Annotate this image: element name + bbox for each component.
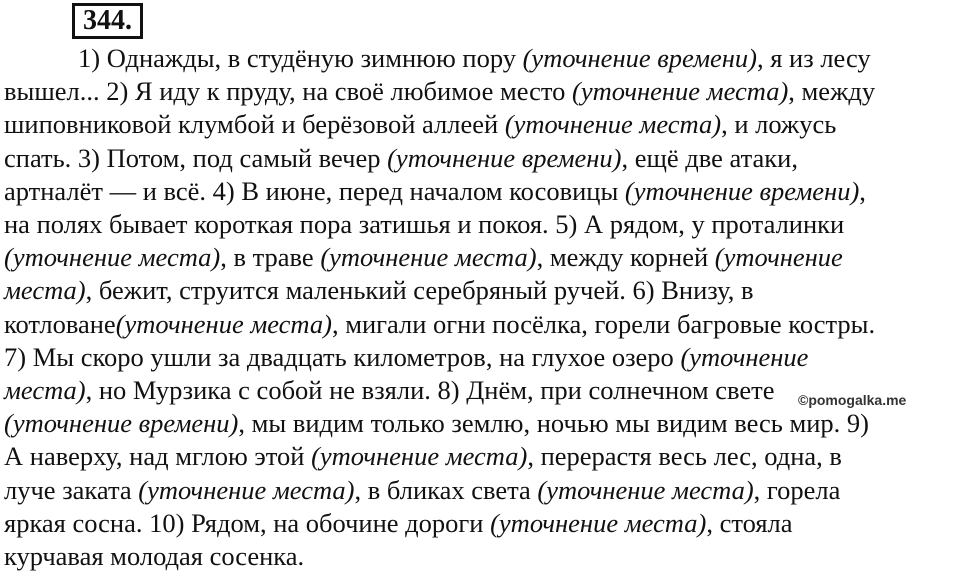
sentence-fragment: , стояла (706, 507, 793, 538)
clarification-note: (уточнение (714, 242, 843, 273)
text-line (4, 407, 956, 440)
clarification-note: (уточнение места) (320, 242, 537, 273)
sentence-fragment: А наверху, над мглою этой (4, 441, 312, 472)
sentence-fragment: , в траве (220, 242, 321, 273)
clarification-note: (уточнение времени) (4, 408, 239, 439)
clarification-note: (уточнение места) (490, 507, 707, 538)
clarification-note: (уточнение места) (537, 474, 754, 505)
exercise-answer-text (4, 42, 956, 573)
text-line (4, 108, 956, 141)
sentence-fragment: , ещё две атаки, (621, 142, 798, 173)
clarification-note: места) (4, 375, 86, 406)
clarification-note: (уточнение места) (572, 76, 789, 107)
clarification-note: (уточнение места) (138, 474, 355, 505)
sentence-fragment: , перерастя весь лес, одна, в (527, 441, 842, 472)
sentence-fragment: , и ложусь (721, 109, 837, 140)
clarification-note: (уточнение времени) (522, 43, 757, 73)
text-line (4, 175, 956, 208)
text-line (4, 42, 956, 75)
sentence-fragment: вышел... 2) Я иду к пруду, на своё любимое место (4, 76, 573, 107)
sentence-fragment: спать. 3) Потом, под самый вечер (4, 142, 388, 173)
text-line (4, 208, 956, 241)
sentence-fragment: на полях бывает короткая пора затишья и покоя. 5) А рядом, у проталинки (4, 209, 845, 240)
text-line (4, 440, 956, 473)
clarification-note: (уточнение места) (4, 242, 221, 273)
sentence-fragment: , в бликах света (354, 474, 538, 505)
sentence-fragment: курчавая молодая сосенка. (4, 541, 305, 572)
sentence-fragment: , (859, 175, 866, 206)
sentence-fragment: артналёт — и всё. 4) В июне, перед началом косовицы (4, 175, 625, 206)
text-line (4, 142, 956, 175)
sentence-fragment: луче заката (4, 474, 139, 505)
sentence-fragment: 7) Мы скоро ушли за двадцать километров, на глухое озеро (4, 341, 681, 372)
text-line (4, 75, 956, 108)
sentence-fragment: яркая сосна. 10) Рядом, на обочине дороги (4, 507, 491, 538)
clarification-note: (уточнение места) (311, 441, 528, 472)
text-line (4, 241, 956, 274)
text-line (4, 308, 956, 341)
sentence-fragment: , мигали огни посёлка, горели багровые костры. (331, 308, 876, 339)
clarification-note: (уточнение времени) (624, 175, 860, 206)
sentence-fragment: , я из лесу (756, 43, 871, 73)
clarification-note: (уточнение места) (504, 109, 722, 140)
clarification-note: места) (4, 275, 86, 306)
sentence-fragment: 1) Однажды, в студёную зимнюю пору (78, 43, 523, 73)
text-line (4, 341, 956, 374)
text-line (4, 540, 956, 573)
text-line (4, 274, 956, 307)
site-watermark: ©pomogalka.me (798, 392, 907, 408)
text-line (4, 507, 956, 540)
clarification-note: (уточнение времени) (387, 142, 622, 173)
clarification-note: (уточнение (680, 341, 809, 372)
sentence-fragment: шиповниковой клумбой и берёзовой аллеей (4, 109, 505, 140)
sentence-fragment: , горела (753, 474, 841, 505)
exercise-number-box: 344. (72, 3, 143, 39)
sentence-fragment: котловане (4, 308, 116, 339)
sentence-fragment: , но Мурзика с собой не взяли. 8) Днём, при солнечном свете (85, 375, 775, 406)
text-line (4, 474, 956, 507)
sentence-fragment: , бежит, струится маленький серебряный ручей. 6) Внизу, в (85, 275, 754, 306)
sentence-fragment: , между корней (536, 242, 715, 273)
sentence-fragment: , между (788, 76, 876, 107)
clarification-note: (уточнение места) (115, 308, 332, 339)
sentence-fragment: , мы видим только землю, ночью мы видим весь мир. 9) (238, 408, 870, 439)
